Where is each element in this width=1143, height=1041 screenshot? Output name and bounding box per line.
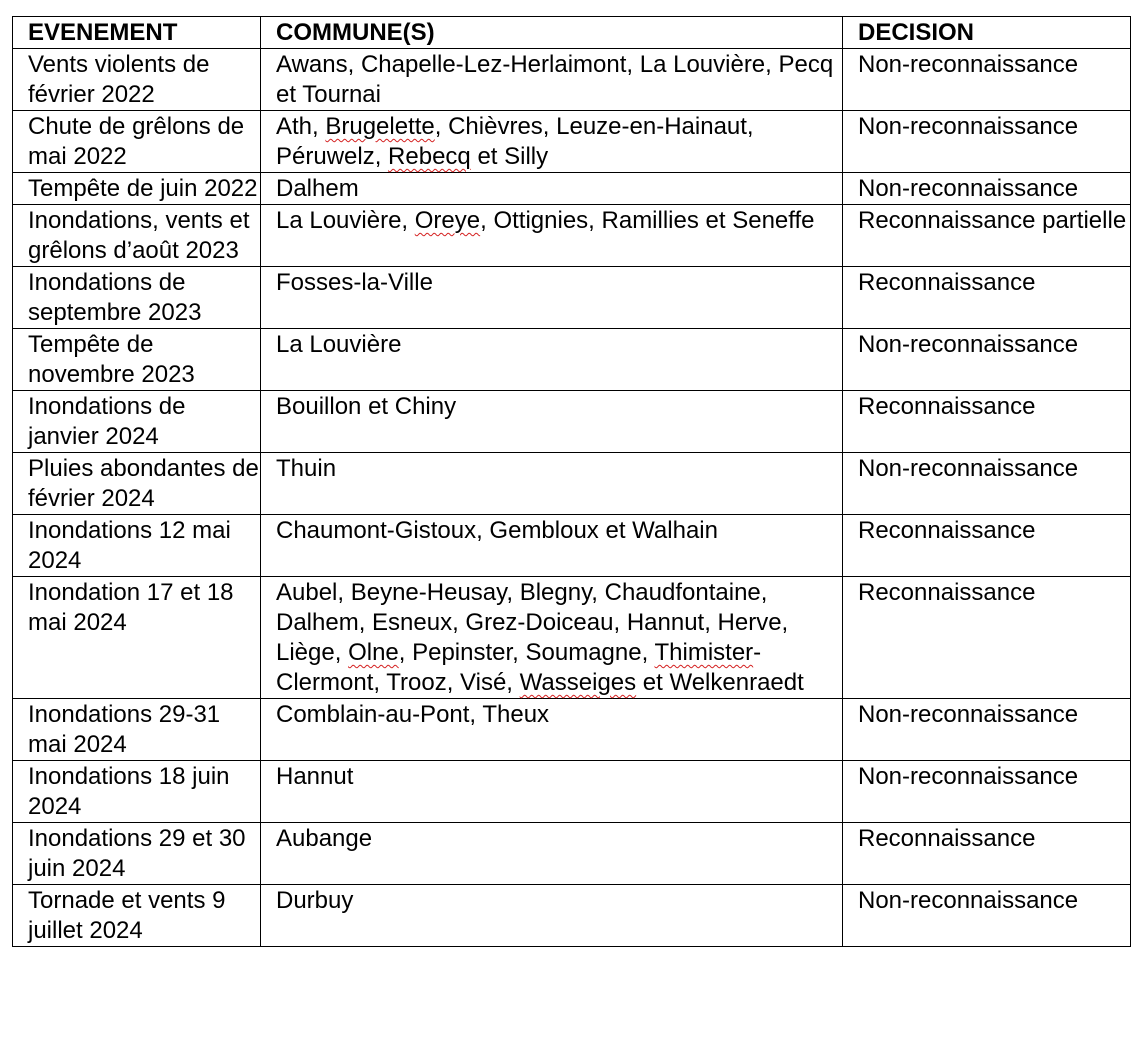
communes-text: Thuin [276,455,337,482]
table-row [13,173,1131,205]
table-body [13,49,1131,947]
communes-cell [261,885,843,947]
communes-cell [261,205,843,267]
communes-cell [261,391,843,453]
decision-cell: Non-reconnaissance [843,761,1131,823]
table-row [13,699,1131,761]
event-cell: Inondations 18 juin 2024 [13,761,261,823]
communes-text: , Chièvres, Leuze-en-Hainaut, Péruwelz, [276,113,754,170]
event-cell: Tornade et vents 9 juillet 2024 [13,885,261,947]
communes-text: Chaumont-Gistoux, Gembloux et Walhain [276,517,718,544]
communes-text: Ath, [276,113,326,140]
header-decision: DECISION [843,17,1131,49]
communes-cell [261,761,843,823]
decision-cell: Non-reconnaissance [843,453,1131,515]
spellcheck-flagged-word: Rebecq [388,143,471,170]
communes-text: et Welkenraedt [636,669,804,696]
decision-cell: Reconnaissance partielle [843,205,1131,267]
communes-cell [261,111,843,173]
event-cell: Inondations 29 et 30 juin 2024 [13,823,261,885]
decision-cell: Non-reconnaissance [843,49,1131,111]
table-row [13,329,1131,391]
table-row [13,111,1131,173]
communes-cell [261,577,843,699]
communes-cell [261,329,843,391]
decision-cell: Reconnaissance [843,515,1131,577]
table-row [13,577,1131,699]
communes-text: Dalhem [276,175,359,202]
table-row [13,761,1131,823]
communes-cell [261,699,843,761]
event-cell: Tempête de novembre 2023 [13,329,261,391]
table-row [13,391,1131,453]
communes-text: Fosses-la-Ville [276,269,433,296]
table-row [13,823,1131,885]
spellcheck-flagged-word: Brugelette [325,113,435,140]
table-row [13,885,1131,947]
decision-cell: Non-reconnaissance [843,329,1131,391]
decision-cell: Reconnaissance [843,577,1131,699]
decisions-table [12,16,1131,947]
decision-cell: Non-reconnaissance [843,885,1131,947]
event-cell: Inondations de janvier 2024 [13,391,261,453]
decision-cell: Non-reconnaissance [843,699,1131,761]
communes-cell [261,267,843,329]
decision-cell: Reconnaissance [843,267,1131,329]
event-cell: Inondations 29-31 mai 2024 [13,699,261,761]
table-row [13,49,1131,111]
communes-cell [261,515,843,577]
communes-cell [261,173,843,205]
spellcheck-flagged-word: Oreye [414,207,481,234]
event-cell: Inondations 12 mai 2024 [13,515,261,577]
decision-cell: Non-reconnaissance [843,111,1131,173]
event-cell: Inondations, vents et grêlons d’août 2023 [13,205,261,267]
spellcheck-flagged-word: Thimister [654,639,754,666]
communes-text: Hannut [276,763,354,790]
decision-cell: Non-reconnaissance [843,173,1131,205]
table-row [13,515,1131,577]
decision-cell: Reconnaissance [843,823,1131,885]
communes-cell [261,823,843,885]
header-communes: COMMUNE(S) [261,17,843,49]
communes-text: Aubange [276,825,373,852]
communes-text: -Clermont, Trooz, Visé, [276,639,762,696]
communes-cell [261,49,843,111]
communes-text: Durbuy [276,887,354,914]
event-cell: Chute de grêlons de mai 2022 [13,111,261,173]
communes-text: Comblain-au-Pont, Theux [276,701,550,728]
event-cell: Vents violents de février 2022 [13,49,261,111]
table-row [13,453,1131,515]
header-row [13,17,1131,49]
table-row [13,267,1131,329]
spellcheck-flagged-word: Olne [348,639,399,666]
event-cell: Pluies abondantes de février 2024 [13,453,261,515]
communes-text: La Louvière [276,331,402,358]
spellcheck-flagged-word: Wasseiges [519,669,637,696]
table-row [13,205,1131,267]
event-cell: Inondation 17 et 18 mai 2024 [13,577,261,699]
communes-text: et Silly [470,143,549,170]
communes-text: Aubel, Beyne-Heusay, Blegny, Chaudfontaine, Dalhem, Esneux, Grez-Doiceau, Hannut, Herve, Liège, [276,579,789,666]
event-cell: Inondations de septembre 2023 [13,267,261,329]
communes-text: , Ottignies, Ramillies et Seneffe [480,207,815,234]
communes-text: La Louvière, [276,207,415,234]
event-cell: Tempête de juin 2022 [13,173,261,205]
communes-cell [261,453,843,515]
communes-text: , Pepinster, Soumagne, [398,639,655,666]
communes-text: Bouillon et Chiny [276,393,457,420]
communes-text: Awans, Chapelle-Lez-Herlaimont, La Louvière, Pecq et Tournai [276,51,834,108]
decision-cell: Reconnaissance [843,391,1131,453]
header-event: EVENEMENT [13,17,261,49]
